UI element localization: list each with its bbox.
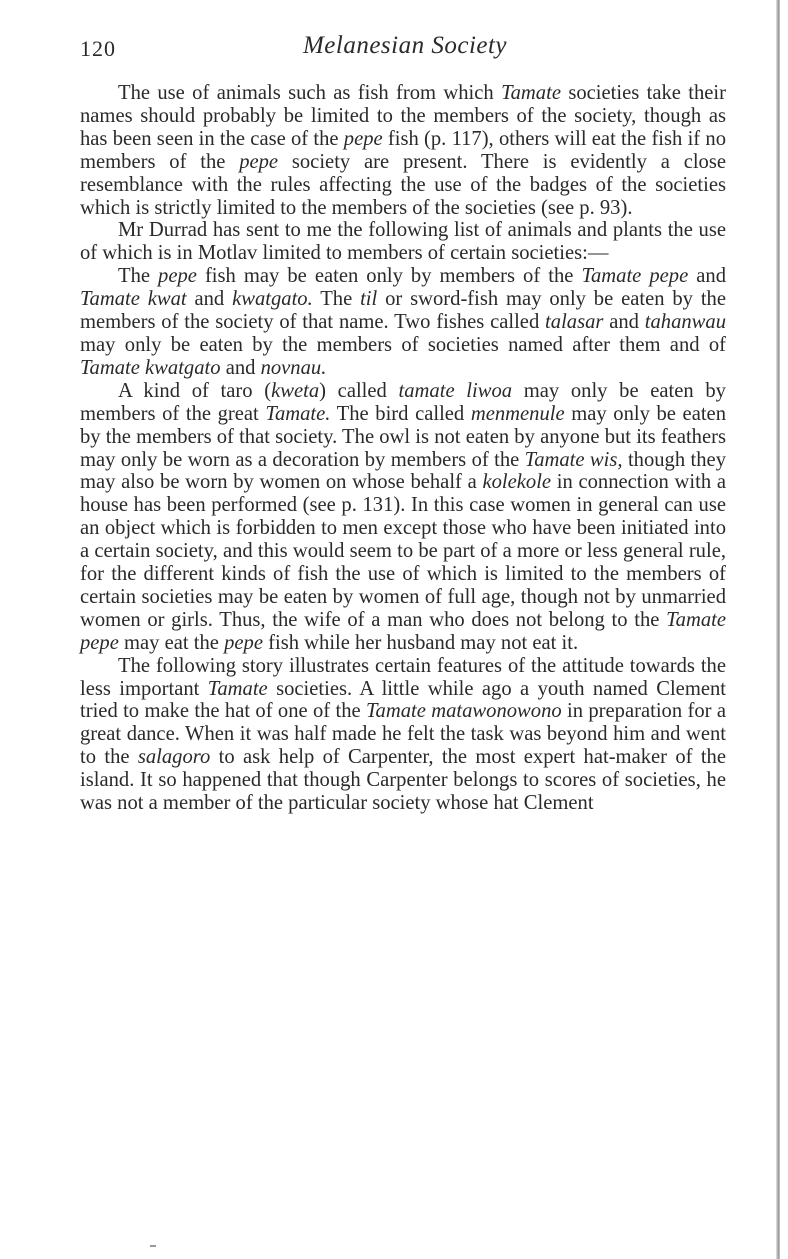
paragraph [80, 219, 726, 265]
text-run: and [220, 356, 261, 379]
italic-term: novnau. [260, 356, 327, 379]
italic-term: Tamate pepe [581, 265, 689, 288]
page-number: 120 [80, 36, 116, 61]
italic-term: Tamate matawonowono [365, 700, 562, 723]
text-run: society are present. There is evidently a close resemblance with the rules affecting the use of the badges of the societies which is strictly limited to the members of the societies (see p. 93). [80, 150, 727, 219]
page-edge [776, 0, 780, 1259]
italic-term: Tamate pepe [80, 608, 726, 654]
text-run: The use of animals such as fish from which [118, 82, 502, 104]
paragraph [80, 82, 726, 219]
italic-term: Tamate [501, 82, 561, 104]
text-run: and [688, 265, 726, 288]
text-run: to ask help of Carpenter, the most expert hat-maker of the island. It so happened that though Carpenter belongs to scores of societies, he was not a member of the particular society whose hat Clement [80, 746, 726, 815]
italic-term: tahanwau [644, 311, 727, 334]
text-run: in preparation for a great dance. When it was half made he felt the task was beyond him and went to the [80, 700, 726, 769]
running-title: Melanesian Society [302, 32, 508, 59]
text-run: may only be eaten by the members of that society. The owl is not eaten by anyone but its feathers may only be worn as a decoration by members of the [80, 402, 726, 471]
italic-term: pepe [239, 150, 279, 173]
text-run: A kind of taro ( [118, 379, 272, 402]
text-run: The bird called [330, 402, 471, 425]
text-run: or sword-fish may only be eaten by the members of the society of that name. Two fishes called [80, 288, 726, 334]
italic-term: pepe [343, 127, 383, 150]
text-run: may only be eaten by members of the great [80, 379, 726, 425]
text-run: societies take their names should probably be limited to the members of the society, though as has been seen in the case of the [80, 82, 726, 150]
paragraph [80, 265, 726, 380]
text-run: fish (p. 117), others will eat the fish if no members of the [80, 127, 726, 173]
italic-term: salagoro [137, 746, 211, 769]
text-run: fish may be eaten only by members of the [196, 265, 582, 288]
italic-term: kwatgato. [232, 288, 313, 311]
italic-term: Tamate kwatgato [80, 356, 221, 379]
paragraph [80, 380, 726, 655]
text-run: The [312, 288, 361, 311]
page-header [80, 32, 730, 68]
italic-term: pepe [158, 265, 197, 288]
text-run: though they may also be worn by women on whose behalf a [80, 448, 726, 494]
italic-term: kweta [271, 379, 320, 402]
text-run: ) called [319, 379, 399, 402]
italic-term: kolekole [482, 471, 552, 494]
italic-term: Tamate [207, 677, 268, 700]
text-run: The [118, 265, 159, 288]
italic-term: Tamate kwat [80, 288, 187, 311]
italic-term: Tamate. [265, 402, 331, 425]
italic-term: Tamate wis, [524, 448, 623, 471]
text-run: and [603, 311, 645, 334]
text-run: may only be eaten by the members of societies named after them and of [80, 333, 726, 356]
italic-term: talasar [545, 311, 604, 334]
text-run: in connection with a house has been performed (see p. 131). In this case women in general can use an object which is forbidden to men except those who have been initiated into a certain society, and this would seem to be part of a more or less general rule, for the different kinds of fish the use of which is limited to the members of certain societies may be eaten by women of full age, though not by unmarried women or girls. Thus, the wife of a man who does not belong to the [80, 471, 726, 631]
text-run: may eat the [118, 631, 225, 654]
body-text [80, 82, 726, 815]
text-run: Mr Durrad has sent to me the following list of animals and plants the use of which is in Motlav limited to members of certain societies:— [80, 219, 726, 265]
text-run: societies. A little while ago a youth named Clement tried to make the hat of one of the [80, 677, 727, 723]
stray-ink-mark [150, 1245, 156, 1247]
text-run: fish while her husband may not eat it. [262, 631, 579, 654]
italic-term: menmenule [470, 402, 565, 425]
text-run: The following story illustrates certain features of the attitude towards the less important [80, 654, 726, 700]
italic-term: pepe [224, 631, 263, 654]
italic-term: tamate liwoa [398, 379, 513, 402]
italic-term: til [360, 288, 378, 311]
text-run: and [186, 288, 233, 311]
paragraph [80, 655, 726, 815]
